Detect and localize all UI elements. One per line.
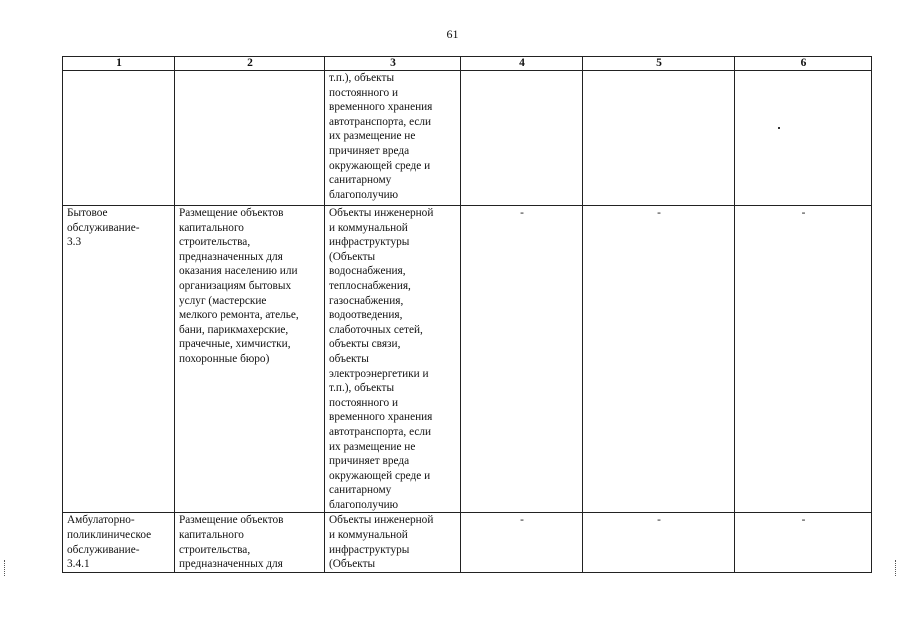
header-col-4: 4 <box>461 57 583 71</box>
scan-margin-mark-left <box>4 560 7 576</box>
header-col-5: 5 <box>583 57 735 71</box>
cell-text: - <box>657 514 661 527</box>
cell-text: Объекты инженерной и коммунальной инфраструктуры (Объекты <box>329 514 434 571</box>
table-row <box>63 71 872 206</box>
header-col-3: 3 <box>325 57 461 71</box>
cell-auxiliary-uses <box>325 71 461 206</box>
cell-text: - <box>657 207 661 219</box>
cell-text: - <box>801 514 806 527</box>
table-row <box>63 206 872 513</box>
cell-text: Размещение объектов капитального строительства, предназначенных для оказания населению или организациям бытовых услуг (мастерские мелкого ремонта, ателье, бани, парикмахерские, прачечные, химчистки, похоронные бюро) <box>179 207 299 365</box>
cell-use-type <box>63 71 175 206</box>
cell-use-type <box>63 513 175 572</box>
cell-text: Размещение объектов капитального строительства, предназначенных для <box>179 514 284 571</box>
cell-col-4 <box>461 206 583 513</box>
cell-text: Амбулаторно- поликлиническое обслуживание- 3.4.1 <box>67 514 152 571</box>
cell-text: Бытовое обслуживание- 3.3 <box>67 207 140 249</box>
cell-col-5 <box>583 206 735 513</box>
cell-text: - <box>520 207 524 219</box>
cell-col-4 <box>461 513 583 572</box>
cell-auxiliary-uses <box>325 513 461 572</box>
regulations-table <box>62 56 872 573</box>
cell-description <box>175 71 325 206</box>
header-col-2: 2 <box>175 57 325 71</box>
cell-use-type <box>63 206 175 513</box>
scan-margin-mark-right <box>895 560 898 576</box>
header-col-1: 1 <box>63 57 175 71</box>
table-header-row <box>63 57 872 71</box>
scan-speck <box>778 127 780 129</box>
cell-text: - <box>801 207 806 219</box>
table-row <box>63 513 872 572</box>
cell-col-6 <box>735 206 872 513</box>
cell-col-5 <box>583 71 735 206</box>
cell-col-6 <box>735 71 872 206</box>
cell-description <box>175 513 325 572</box>
header-col-6: 6 <box>735 57 872 71</box>
cell-auxiliary-uses <box>325 206 461 513</box>
cell-col-5 <box>583 513 735 572</box>
page-number: 61 <box>446 27 459 41</box>
cell-text: Объекты инженерной и коммунальной инфраструктуры (Объекты водоснабжения, теплоснабжения, газоснабжения, водоотведения, слаботочных сетей, объекты связи, объекты электроэнергетики и т.п.), объекты постоянного и временного хранения автотранспорта, если их размещение не причиняет вреда окружающей среде и санитарному благополучию <box>329 207 434 511</box>
cell-text: т.п.), объекты постоянного и временного хранения автотранспорта, если их размещение не причиняет вреда окружающей среде и санитарному благополучию <box>329 72 433 201</box>
cell-text: - <box>520 514 524 527</box>
cell-description <box>175 206 325 513</box>
cell-col-4 <box>461 71 583 206</box>
cell-col-6 <box>735 513 872 572</box>
